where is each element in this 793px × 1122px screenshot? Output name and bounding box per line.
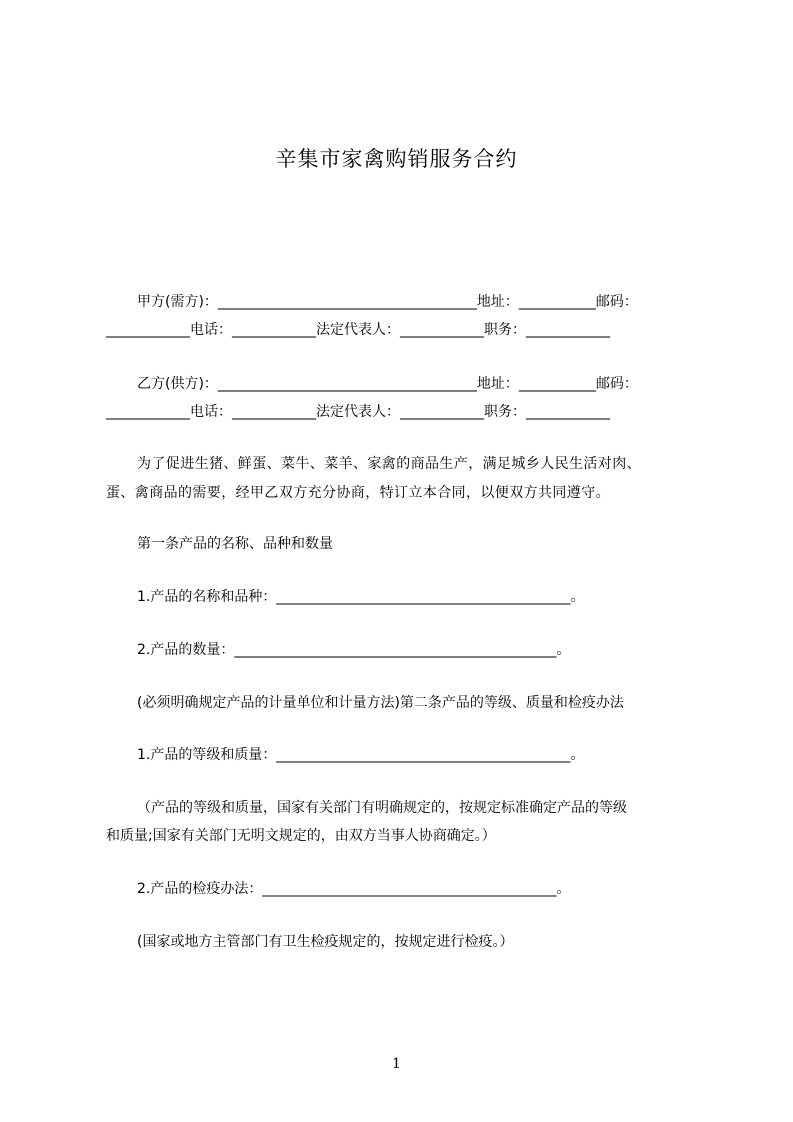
party-b-line-1: 乙方(供方)：_____________________________________地址：___________邮码： [137, 376, 638, 392]
party-a-line-2: ____________电话：____________法定代表人：____________职务：____________ [106, 322, 610, 338]
document-title: 辛集市家禽购销服务合约 [275, 147, 518, 171]
party-a-line-1: 甲方(需方)：_____________________________________地址：___________邮码： [137, 294, 638, 310]
preamble-line-2: 蛋、禽商品的需要，经甲乙双方充分协商，特订立本合同，以便双方共同遵守。 [106, 485, 610, 501]
page-number: 1 [392, 1056, 401, 1072]
article-1-item-1: 1.产品的名称和品种：__________________________________________。 [137, 589, 585, 605]
article-1-note-and-article-2-heading: (必须明确规定产品的计量单位和计量方法)第二条产品的等级、质量和检疫办法 [137, 695, 624, 711]
article-1-item-2: 2.产品的数量：______________________________________________。 [137, 642, 571, 658]
article-1-heading: 第一条产品的名称、品种和数量 [137, 536, 333, 552]
party-b-line-2: ____________电话：____________法定代表人：____________职务：____________ [106, 404, 610, 420]
article-2-note-2: (国家或地方主管部门有卫生检疫规定的，按规定进行检疫。） [137, 934, 514, 950]
article-2-item-2: 2.产品的检疫办法：__________________________________________。 [137, 881, 571, 897]
article-2-note-1-line-1: （产品的等级和质量，国家有关部门有明确规定的，按规定标准确定产品的等级 [137, 800, 627, 816]
article-2-note-1-line-2: 和质量;国家有关部门无明文规定的，由双方当事人协商确定。） [106, 828, 496, 844]
article-2-item-1: 1.产品的等级和质量：__________________________________________。 [137, 747, 585, 763]
preamble-line-1: 为了促进生猪、鲜蛋、菜牛、菜羊、家禽的商品生产，满足城乡人民生活对肉、 [137, 456, 641, 472]
